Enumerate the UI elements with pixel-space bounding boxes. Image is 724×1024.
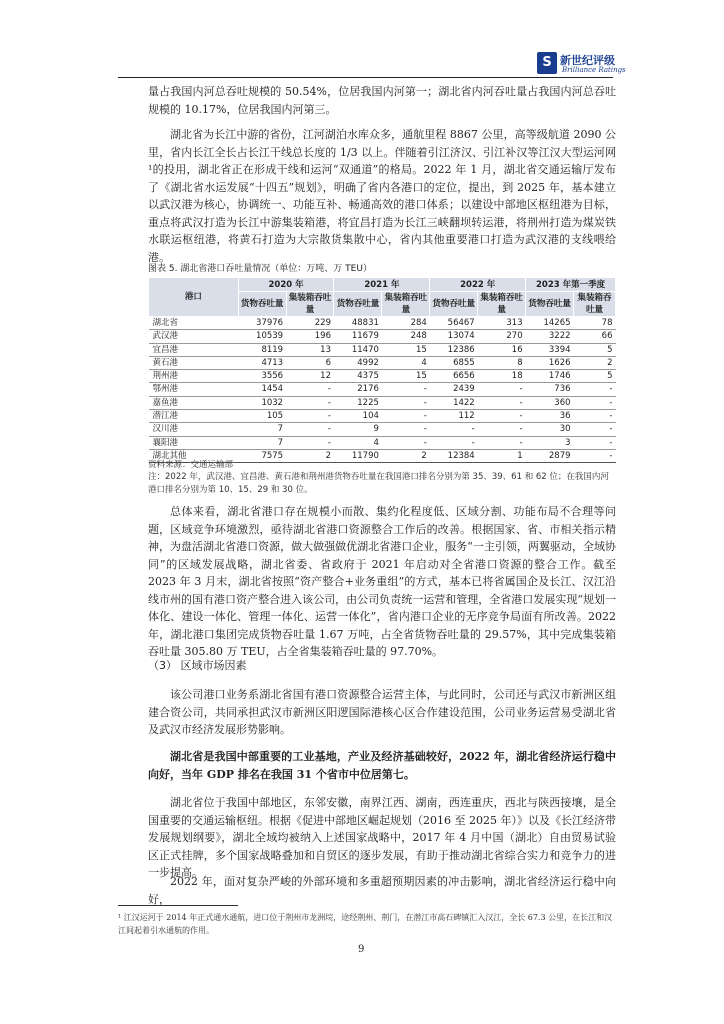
paragraph-2: 湖北省为长江中游的省份，江河湖泊水库众多，通航里程 8867 公里，高等级航道 2090 公里，省内长江全长占长江干线总长度的 1/3 以上。伴随着引江济汉、引江补汉等江汉大型运河网¹的投用，湖北省正在形成干线和运河“双通道”的格局。2022 年 1 月，湖北省交通运输厅发布了《湖北省水运发展“十四五”规划》，明确了省内各港口的定位，提出，到 2025 年，基本建立以武汉港为核心，协调统一、功能互补、畅通高效的港口体系；以建设中部地区枢纽港为目标，重点将武汉打造为长江中游集装箱港，将宜昌打造为长江三峡翻坝转运港，将荆州打造为煤炭铁水联运枢纽港，将黄石打造为大宗散货集散中心，省内其他重要港口打造为武汉港的支线喂给港。 xyxy=(148,128,616,264)
table-row xyxy=(149,383,616,396)
value-cell: - xyxy=(574,396,616,409)
value-cell: 48831 xyxy=(334,317,382,330)
value-cell: 36 xyxy=(526,410,574,423)
port-name-cell: 潜江港 xyxy=(149,410,239,423)
value-cell: - xyxy=(430,436,478,449)
value-cell: 736 xyxy=(526,383,574,396)
paragraph-7: 2022 年，面对复杂严峻的外部环境和多重超预期因素的冲击影响，湖北省经济运行稳中向好， xyxy=(148,875,616,906)
value-cell: 10539 xyxy=(238,330,286,343)
year-header: 2023 年第一季度 xyxy=(526,278,616,292)
value-cell: 8119 xyxy=(238,343,286,356)
value-cell: 3394 xyxy=(526,343,574,356)
paragraph-1: 量占我国内河总吞吐规模的 50.54%，位居我国内河第一；湖北省内河吞吐量占我国内河总吞吐规模的 10.17%，位居我国内河第三。 xyxy=(148,85,616,116)
year-header: 2022 年 xyxy=(430,278,526,292)
value-cell: 1032 xyxy=(238,396,286,409)
value-cell: 1626 xyxy=(526,356,574,369)
value-cell: - xyxy=(382,410,430,423)
value-cell: - xyxy=(430,423,478,436)
subcolumn-header: 集装箱吞吐量 xyxy=(382,292,430,317)
value-cell: 1225 xyxy=(334,396,382,409)
paragraph-6: 湖北省位于我国中部地区，东邻安徽，南界江西、湖南，西连重庆，西北与陕西接壤，是全国重要的交通运输枢纽。根据《促进中部地区崛起规划（2016 至 2025 年）》以及《长江经济带发展规划纲要》，湖北全域均被纳入上述国家战略中，2017 年 4 月中国（湖北）自由贸易试验区正式挂牌，多个国家战略叠加和自贸区的逐步发展，有助于推动湖北省综合实力和竞争力的进一步提高。 xyxy=(148,796,616,879)
footnote: ¹ 江汉运河于 2014 年正式通水通航，进口位于荆州市龙洲垸，途经荆州、荆门，在潜江市高石碑镇汇入汉江，全长 67.3 公里，在长江和汉江间起着引水通航的作用。 xyxy=(118,913,613,935)
value-cell: 11470 xyxy=(334,343,382,356)
value-cell: 105 xyxy=(238,410,286,423)
value-cell: 313 xyxy=(478,317,526,330)
subcolumn-header: 货物吞吐量 xyxy=(238,292,286,317)
table-note: 注：2022 年，武汉港、宜昌港、黄石港和荆州港货物吞吐量在我国港口排名分别为第 35、39、61 和 62 位；在我国内河港口排名分别为第 10、15、29 和 30 位。 xyxy=(148,472,609,495)
value-cell: - xyxy=(382,436,430,449)
value-cell: - xyxy=(478,396,526,409)
value-cell: - xyxy=(286,396,334,409)
value-cell: - xyxy=(382,383,430,396)
value-cell: - xyxy=(478,423,526,436)
table-row xyxy=(149,356,616,369)
value-cell: - xyxy=(574,449,616,462)
value-cell: - xyxy=(478,383,526,396)
value-cell: 4 xyxy=(334,436,382,449)
paragraph-4: 该公司港口业务系湖北省国有港口资源整合运营主体，与此同时，公司还与武汉市新洲区组建合资公司，共同承担武汉市新洲区阳逻国际港核心区合作建设范围，公司业务运营易受湖北省及武汉市经济发展形势影响。 xyxy=(148,688,616,736)
subcolumn-header: 集装箱吞吐量 xyxy=(478,292,526,317)
section-heading: （3） 区域市场因素 xyxy=(148,659,247,672)
value-cell: 4713 xyxy=(238,356,286,369)
table-caption: 图表 5. 湖北省港口吞吐量情况（单位：万吨、万 TEU） xyxy=(148,264,372,274)
port-column-header: 港口 xyxy=(149,278,239,317)
value-cell: 270 xyxy=(478,330,526,343)
value-cell: 112 xyxy=(430,410,478,423)
port-name-cell: 襄阳港 xyxy=(149,436,239,449)
value-cell: 56467 xyxy=(430,317,478,330)
table-row xyxy=(149,396,616,409)
value-cell: - xyxy=(286,423,334,436)
table-source: 资料来源：交通运输部 xyxy=(148,460,234,470)
value-cell: 3222 xyxy=(526,330,574,343)
subcolumn-header: 集装箱吞吐量 xyxy=(286,292,334,317)
value-cell: 14265 xyxy=(526,317,574,330)
value-cell: 7575 xyxy=(238,449,286,462)
subcolumn-header: 货物吞吐量 xyxy=(526,292,574,317)
brand-logo-cn: 新世纪评级 xyxy=(560,54,615,67)
value-cell: 284 xyxy=(382,317,430,330)
value-cell: 6656 xyxy=(430,370,478,383)
port-name-cell: 湖北省 xyxy=(149,317,239,330)
value-cell: 6855 xyxy=(430,356,478,369)
value-cell: 2 xyxy=(286,449,334,462)
value-cell: - xyxy=(286,436,334,449)
header-divider xyxy=(118,77,613,78)
page-number: 9 xyxy=(358,944,365,955)
value-cell: 5 xyxy=(574,343,616,356)
value-cell: - xyxy=(574,436,616,449)
value-cell: 11679 xyxy=(334,330,382,343)
value-cell: - xyxy=(574,383,616,396)
value-cell: - xyxy=(286,410,334,423)
year-header: 2021 年 xyxy=(334,278,430,292)
port-name-cell: 鄂州港 xyxy=(149,383,239,396)
value-cell: 2439 xyxy=(430,383,478,396)
value-cell: 9 xyxy=(334,423,382,436)
value-cell: 5 xyxy=(574,370,616,383)
value-cell: - xyxy=(574,423,616,436)
value-cell: 37976 xyxy=(238,317,286,330)
subcolumn-header: 集装箱吞吐量 xyxy=(574,292,616,317)
value-cell: 7 xyxy=(238,436,286,449)
value-cell: 3556 xyxy=(238,370,286,383)
value-cell: 15 xyxy=(382,370,430,383)
value-cell: 6 xyxy=(286,356,334,369)
table-row xyxy=(149,317,616,330)
paragraph-5-bold: 湖北省是我国中部重要的工业基地，产业及经济基础较好，2022 年，湖北省经济运行稳中向好，当年 GDP 排名在我国 31 个省市中位居第七。 xyxy=(148,750,616,781)
value-cell: 18 xyxy=(478,370,526,383)
port-name-cell: 宜昌港 xyxy=(149,343,239,356)
port-name-cell: 汉川港 xyxy=(149,423,239,436)
value-cell: - xyxy=(382,396,430,409)
table-row xyxy=(149,330,616,343)
value-cell: 4992 xyxy=(334,356,382,369)
value-cell: 104 xyxy=(334,410,382,423)
table-row xyxy=(149,410,616,423)
port-name-cell: 嘉鱼港 xyxy=(149,396,239,409)
brand-logo-en: Brilliance Ratings xyxy=(562,66,626,74)
port-throughput-table xyxy=(148,277,616,463)
table-row xyxy=(149,436,616,449)
value-cell: 13 xyxy=(286,343,334,356)
value-cell: 16 xyxy=(478,343,526,356)
table-row xyxy=(149,343,616,356)
value-cell: 1454 xyxy=(238,383,286,396)
value-cell: 229 xyxy=(286,317,334,330)
year-header: 2020 年 xyxy=(238,278,334,292)
port-name-cell: 武汉港 xyxy=(149,330,239,343)
value-cell: 196 xyxy=(286,330,334,343)
value-cell: 3 xyxy=(526,436,574,449)
port-name-cell: 黄石港 xyxy=(149,356,239,369)
value-cell: 2 xyxy=(574,356,616,369)
port-name-cell: 荆州港 xyxy=(149,370,239,383)
value-cell: 78 xyxy=(574,317,616,330)
value-cell: 7 xyxy=(238,423,286,436)
value-cell: 12386 xyxy=(430,343,478,356)
value-cell: 66 xyxy=(574,330,616,343)
paragraph-3: 总体来看，湖北省港口存在规模小而散、集约化程度低、区域分割、功能布局不合理等问题，区域竞争环境激烈，亟待湖北省港口资源整合工作后的改善。根据国家、省、市相关指示精神，为盘活湖北省港口资源，做大做强做优湖北省港口企业，服务“一主引领，两翼驱动，全域协同”的区域发展战略，湖北省委、省政府于 2021 年启动对全省港口资源的整合工作。截至 2023 年 3 月末，湖北省按照“资产整合+业务重组”的方式，基本已将省属国企及长江、汉江沿线市州的国有港口资产整合进入该公司，由公司负责统一运营和管理，全省港口发展实现“规划一体化、建设一体化、管理一体化、运营一体化”，省内港口企业的无序竞争局面有所改善。2022 年，湖北港口集团完成货物吞吐量 1.67 万吨，占全省货物吞吐量的 29.57%，其中完成集装箱吞吐量 305.80 万 TEU，占全省集装箱吞吐量的 97.70%。 xyxy=(148,505,616,658)
value-cell: 13074 xyxy=(430,330,478,343)
table-row xyxy=(149,370,616,383)
value-cell: 2176 xyxy=(334,383,382,396)
value-cell: 8 xyxy=(478,356,526,369)
footnote-divider xyxy=(118,905,238,906)
value-cell: 11790 xyxy=(334,449,382,462)
value-cell: 1 xyxy=(478,449,526,462)
brand-logo-mark: S xyxy=(537,52,557,74)
value-cell: 1746 xyxy=(526,370,574,383)
subcolumn-header: 货物吞吐量 xyxy=(334,292,382,317)
value-cell: 1422 xyxy=(430,396,478,409)
value-cell: 4 xyxy=(382,356,430,369)
value-cell: - xyxy=(574,410,616,423)
value-cell: - xyxy=(286,383,334,396)
value-cell: 2879 xyxy=(526,449,574,462)
value-cell: 2 xyxy=(382,449,430,462)
value-cell: 30 xyxy=(526,423,574,436)
value-cell: 248 xyxy=(382,330,430,343)
table-row xyxy=(149,423,616,436)
value-cell: 4375 xyxy=(334,370,382,383)
port-name-cell: 湖北其他 xyxy=(149,449,239,462)
value-cell: 360 xyxy=(526,396,574,409)
value-cell: 15 xyxy=(382,343,430,356)
subcolumn-header: 货物吞吐量 xyxy=(430,292,478,317)
value-cell: 12 xyxy=(286,370,334,383)
value-cell: - xyxy=(478,436,526,449)
value-cell: - xyxy=(478,410,526,423)
value-cell: - xyxy=(382,423,430,436)
value-cell: 12384 xyxy=(430,449,478,462)
